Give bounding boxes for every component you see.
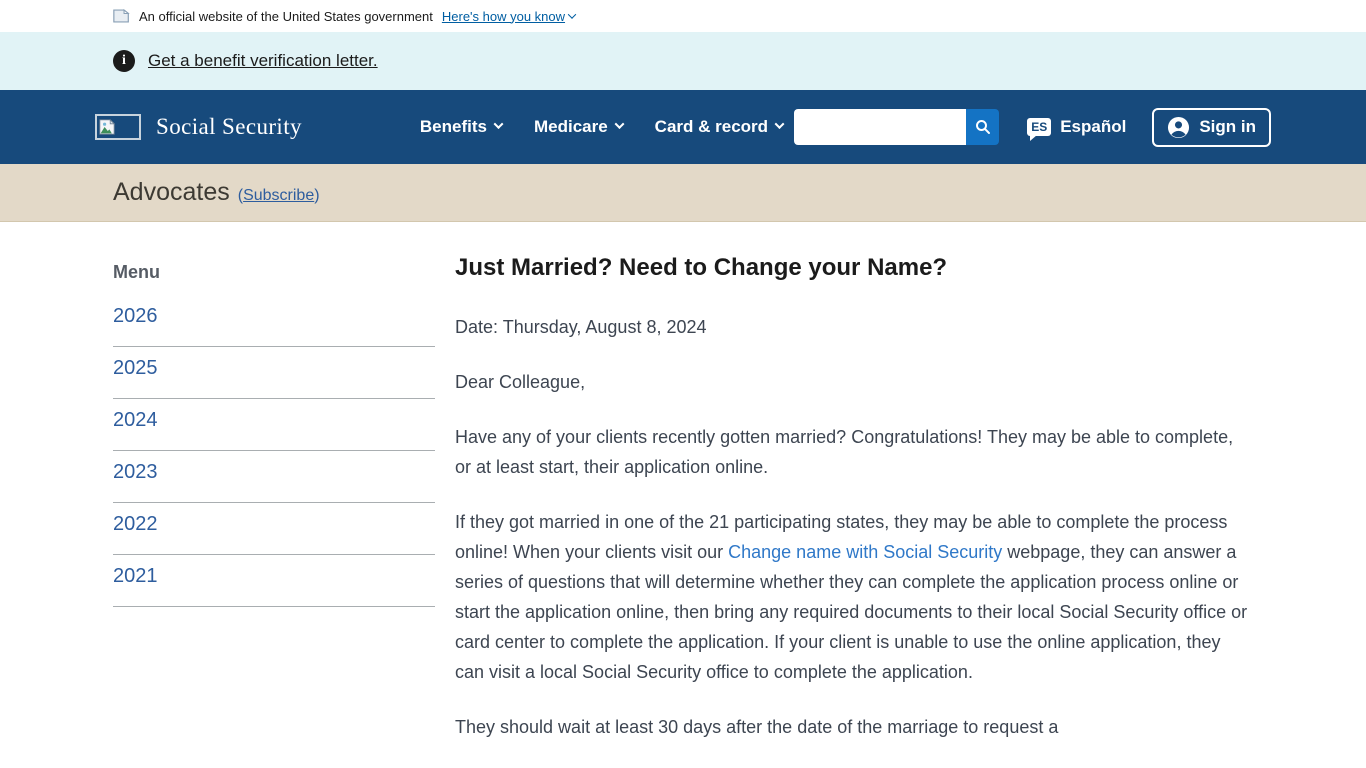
benefit-verification-letter-link[interactable]: Get a benefit verification letter. (148, 51, 378, 70)
list-item (113, 451, 435, 503)
chevron-down-icon (568, 10, 576, 18)
article-salutation: Dear Colleague, (455, 372, 586, 392)
chevron-down-icon (614, 119, 624, 129)
article-date: Date: Thursday, August 8, 2024 (455, 317, 707, 337)
search-area (794, 109, 999, 145)
chevron-down-icon (494, 119, 504, 129)
us-flag-broken-image-icon (113, 9, 130, 23)
nav-medicare[interactable]: Medicare (534, 117, 623, 137)
search-icon (974, 118, 992, 136)
search-button[interactable] (966, 109, 999, 145)
site-header (0, 90, 1366, 164)
article-paragraph: If they got married in one of the 21 participating states, they may be able to complete the process online! When your clients visit our Change name with Social Security webpage, they can answer a series of questions that will determine whether they can complete the application process online or start the application online, then bring any required documents to their local Social Security office or card center to complete the application. If your client is unable to use the online application, they can visit a local Social Security office to complete the application. (455, 512, 1248, 682)
list-item (113, 503, 435, 555)
nav-card-and-record[interactable]: Card & record (655, 117, 783, 137)
search-input[interactable] (794, 109, 966, 145)
main-content (0, 222, 1366, 767)
logo-broken-image-icon (95, 114, 141, 140)
sidebar-item-2026[interactable]: 2026 (113, 305, 158, 327)
sidebar-item-2021[interactable]: 2021 (113, 565, 158, 587)
year-menu-sidebar (113, 254, 435, 767)
sidebar-item-2025[interactable]: 2025 (113, 357, 158, 379)
info-icon: i (113, 50, 135, 72)
chevron-down-icon (775, 119, 785, 129)
sign-in-button[interactable]: Sign in (1152, 108, 1271, 147)
nav-benefits[interactable]: Benefits (420, 117, 502, 137)
page-title: Advocates (113, 178, 230, 206)
brand-name: Social Security (156, 114, 302, 139)
year-menu-list (113, 295, 435, 607)
social-security-logo[interactable] (95, 114, 302, 140)
subscribe-link[interactable]: (Subscribe) (237, 187, 320, 204)
list-item (113, 347, 435, 399)
gov-banner-text: An official website of the United States government (139, 8, 433, 24)
gov-banner (0, 0, 1366, 32)
sidebar-item-2022[interactable]: 2022 (113, 513, 158, 535)
article-paragraph: Have any of your clients recently gotten married? Congratulations! They may be able to complete, or at least start, their application online. (455, 427, 1234, 477)
menu-heading: Menu (113, 262, 160, 282)
heres-how-you-know-link[interactable]: Here's how you know (442, 9, 575, 24)
person-circle-icon (1167, 116, 1190, 139)
article (455, 254, 1250, 767)
article-paragraph: They should wait at least 30 days after the date of the marriage to request a (455, 717, 1059, 737)
list-item (113, 295, 435, 347)
main-nav (420, 117, 783, 137)
alert-banner (0, 32, 1366, 90)
change-name-link[interactable]: Change name with Social Security (728, 542, 1003, 562)
list-item (113, 555, 435, 607)
language-toggle[interactable] (1027, 117, 1126, 137)
es-speech-bubble-icon: ES (1027, 118, 1051, 136)
sidebar-item-2024[interactable]: 2024 (113, 409, 158, 431)
article-title: Just Married? Need to Change your Name? (455, 254, 948, 281)
page-bar (0, 164, 1366, 222)
sidebar-item-2023[interactable]: 2023 (113, 461, 158, 483)
list-item (113, 399, 435, 451)
language-label: Español (1060, 117, 1127, 136)
